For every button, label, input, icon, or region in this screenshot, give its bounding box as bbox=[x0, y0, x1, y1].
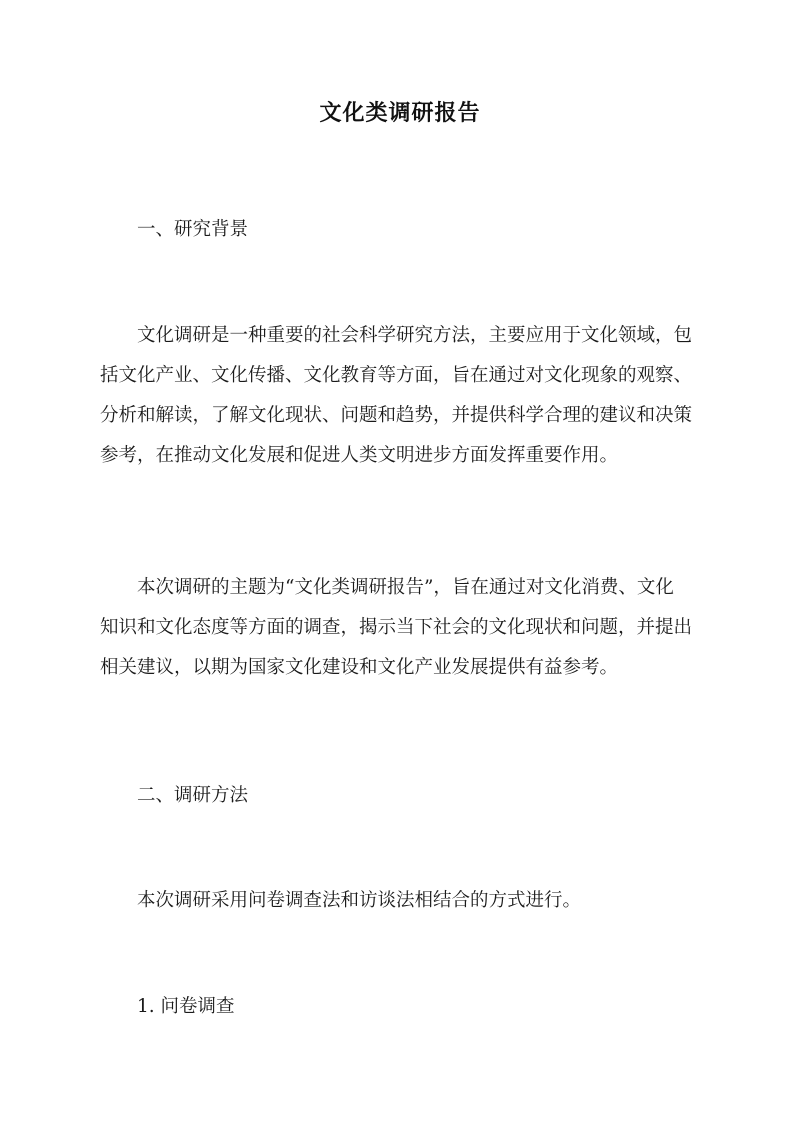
paragraph-line: 文化调研是一种重要的社会科学研究方法，主要应用于文化领域，包 bbox=[137, 325, 693, 346]
paragraph-line: 分析和解读，了解文化现状、问题和趋势，并提供科学合理的建议和决策 bbox=[100, 405, 693, 426]
document-title: 文化类调研报告 bbox=[319, 100, 481, 126]
paragraph-background bbox=[100, 316, 700, 476]
paragraph-method: 本次调研采用问卷调查法和访谈法相结合的方式进行。 bbox=[137, 890, 582, 911]
paragraph-line: 本次调研的主题为“文化类调研报告”，旨在通过对文化消费、文化 bbox=[137, 577, 674, 598]
paragraph-line: 括文化产业、文化传播、文化教育等方面，旨在通过对文化现象的观察、 bbox=[100, 365, 693, 386]
paragraph-topic bbox=[100, 568, 700, 688]
subsection-heading-questionnaire: 1. 问卷调查 bbox=[137, 996, 235, 1017]
paragraph-line: 相关建议，以期为国家文化建设和文化产业发展提供有益参考。 bbox=[100, 657, 619, 678]
section-heading-method: 二、调研方法 bbox=[137, 785, 249, 806]
paragraph-line: 参考，在推动文化发展和促进人类文明进步方面发挥重要作用。 bbox=[100, 445, 619, 466]
section-heading-background: 一、研究背景 bbox=[137, 219, 249, 240]
paragraph-line: 知识和文化态度等方面的调查，揭示当下社会的文化现状和问题，并提出 bbox=[100, 617, 693, 638]
